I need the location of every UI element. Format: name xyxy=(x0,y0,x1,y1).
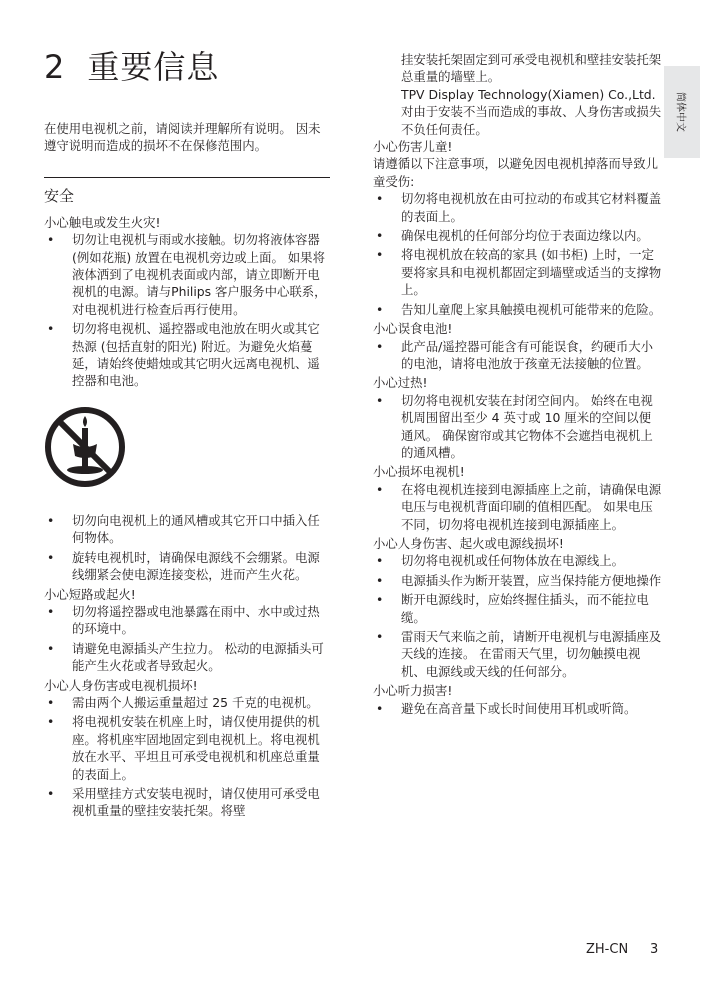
warning-heading: 小心触电或发生火灾! xyxy=(44,214,161,230)
list-item: • 采用壁挂方式安装电视时，请仅使用可承受电视机重量的壁挂安装托架。将壁 xyxy=(44,785,330,820)
language-side-tab xyxy=(664,66,700,158)
warning-heading: 小心误食电池! xyxy=(373,321,453,337)
list-item: • 电源插头作为断开装置，应当保持能方便地操作 xyxy=(373,572,663,589)
bullet-list xyxy=(44,512,330,584)
warning-heading: 小心人身伤害、起火或电源线损坏! xyxy=(373,535,564,551)
list-item: • 雷雨天气来临之前，请断开电视机与电源插座及天线的连接。 在雷雨天气里，切勿触摸电视机、电源线或天线的任何部分。 xyxy=(373,628,663,680)
bullet-list xyxy=(373,190,663,318)
list-item: • 断开电源线时，应始终握住插头，而不能拉电缆。 xyxy=(373,591,663,626)
section-title: 安全 xyxy=(44,177,330,208)
intro-paragraph: 在使用电视机之前，请阅读并理解所有说明。 因未遵守说明而造成的损坏不在保修范围内。 xyxy=(44,121,321,154)
list-item: • 需由两个人搬运重量超过 25 千克的电视机。 xyxy=(44,694,330,711)
list-item: • 切勿将电视机安装在封闭空间内。 始终在电视机周围留出至少 4 英寸或 10 厘米的空间以便通风。 确保窗帘或其它物体不会遮挡电视机上的通风槽。 xyxy=(373,392,663,462)
bullet-list xyxy=(44,231,330,390)
page-number: 3 xyxy=(650,942,659,957)
list-item: • 切勿将电视机、遥控器或电池放在明火或其它热源 (包括直射的阳光) 附近。为避免火焰蔓延，请始终使蜡烛或其它明火远离电视机、遥控器和电池。 xyxy=(44,320,330,390)
list-item: • 切勿将遥控器或电池暴露在雨中、水中或过热的环境中。 xyxy=(44,603,330,638)
chapter-number: 2 xyxy=(44,48,66,86)
right-column xyxy=(373,51,663,719)
language-tab-label: 简体中文 xyxy=(674,92,686,132)
list-item: • 避免在高音量下或长时间使用耳机或听筒。 xyxy=(373,700,663,717)
bullet-list xyxy=(373,392,663,462)
continued-text: 挂安装托架固定到可承受电视机和壁挂安装托架总重量的墙壁上。 xyxy=(401,52,662,85)
warning-heading: 小心听力损害! xyxy=(373,683,453,699)
bullet-list xyxy=(373,338,663,373)
no-open-flame-icon xyxy=(44,406,126,488)
warning-intro: 请遵循以下注意事项，以避免因电视机掉落而导致儿童受伤: xyxy=(373,156,658,189)
list-item: • 切勿将电视机或任何物体放在电源线上。 xyxy=(373,552,663,569)
warning-heading: 小心人身伤害或电视机损坏! xyxy=(44,677,198,693)
list-item: • 切勿让电视机与雨或水接触。切勿将液体容器 (例如花瓶) 放置在电视机旁边或上面。 如果将液体洒到了电视机表面或内部，请立即断开电视机的电源。请与Philips 客户服务中心联系，对电视机进行检查后再行使用。 xyxy=(44,231,330,318)
warning-heading: 小心损坏电视机! xyxy=(373,464,465,480)
chapter-title xyxy=(44,44,219,90)
list-item: • 确保电视机的任何部分均位于表面边缘以内。 xyxy=(373,227,663,244)
warning-heading: 小心过热! xyxy=(373,375,428,391)
bullet-list xyxy=(373,700,663,717)
list-item: • 将电视机放在较高的家具 (如书柜) 上时，一定要将家具和电视机都固定到墙壁或适当的支撑物上。 xyxy=(373,246,663,298)
left-column xyxy=(44,120,330,822)
footer-language: ZH-CN xyxy=(586,942,629,957)
warning-heading: 小心伤害儿童! xyxy=(373,139,453,155)
list-item: • 在将电视机连接到电源插座上之前，请确保电源电压与电视机背面印刷的值相匹配。 如果电压不同，切勿将电视机连接到电源插座上。 xyxy=(373,481,663,533)
bullet-list xyxy=(44,694,330,820)
bullet-list xyxy=(44,603,330,675)
warning-heading: 小心短路或起火! xyxy=(44,586,136,602)
bullet-list xyxy=(373,481,663,533)
continued-text: TPV Display Technology(Xiamen) Co.,Ltd. 对由于安装不当而造成的事故、人身伤害或损失不负任何责任。 xyxy=(401,86,662,137)
chapter-heading: 重要信息 xyxy=(87,48,220,86)
bullet-list xyxy=(373,552,663,680)
list-item: • 切勿向电视机上的通风槽或其它开口中插入任何物体。 xyxy=(44,512,330,547)
list-item: • 请避免电源插头产生拉力。 松动的电源插头可能产生火花或者导致起火。 xyxy=(44,640,330,675)
list-item: • 告知儿童爬上家具触摸电视机可能带来的危险。 xyxy=(373,301,663,318)
list-item: • 将电视机安装在机座上时，请仅使用提供的机座。将机座牢固地固定到电视机上。将电视机放在水平、平坦且可承受电视机和机座总重量的表面上。 xyxy=(44,713,330,783)
list-item: • 此产品/遥控器可能含有可能误食，约硬币大小的电池，请将电池放于孩童无法接触的位置。 xyxy=(373,338,663,373)
list-item: • 旋转电视机时，请确保电源线不会绷紧。电源线绷紧会使电源连接变松，进而产生火花。 xyxy=(44,549,330,584)
list-item: • 切勿将电视机放在由可拉动的布或其它材料覆盖的表面上。 xyxy=(373,190,663,225)
